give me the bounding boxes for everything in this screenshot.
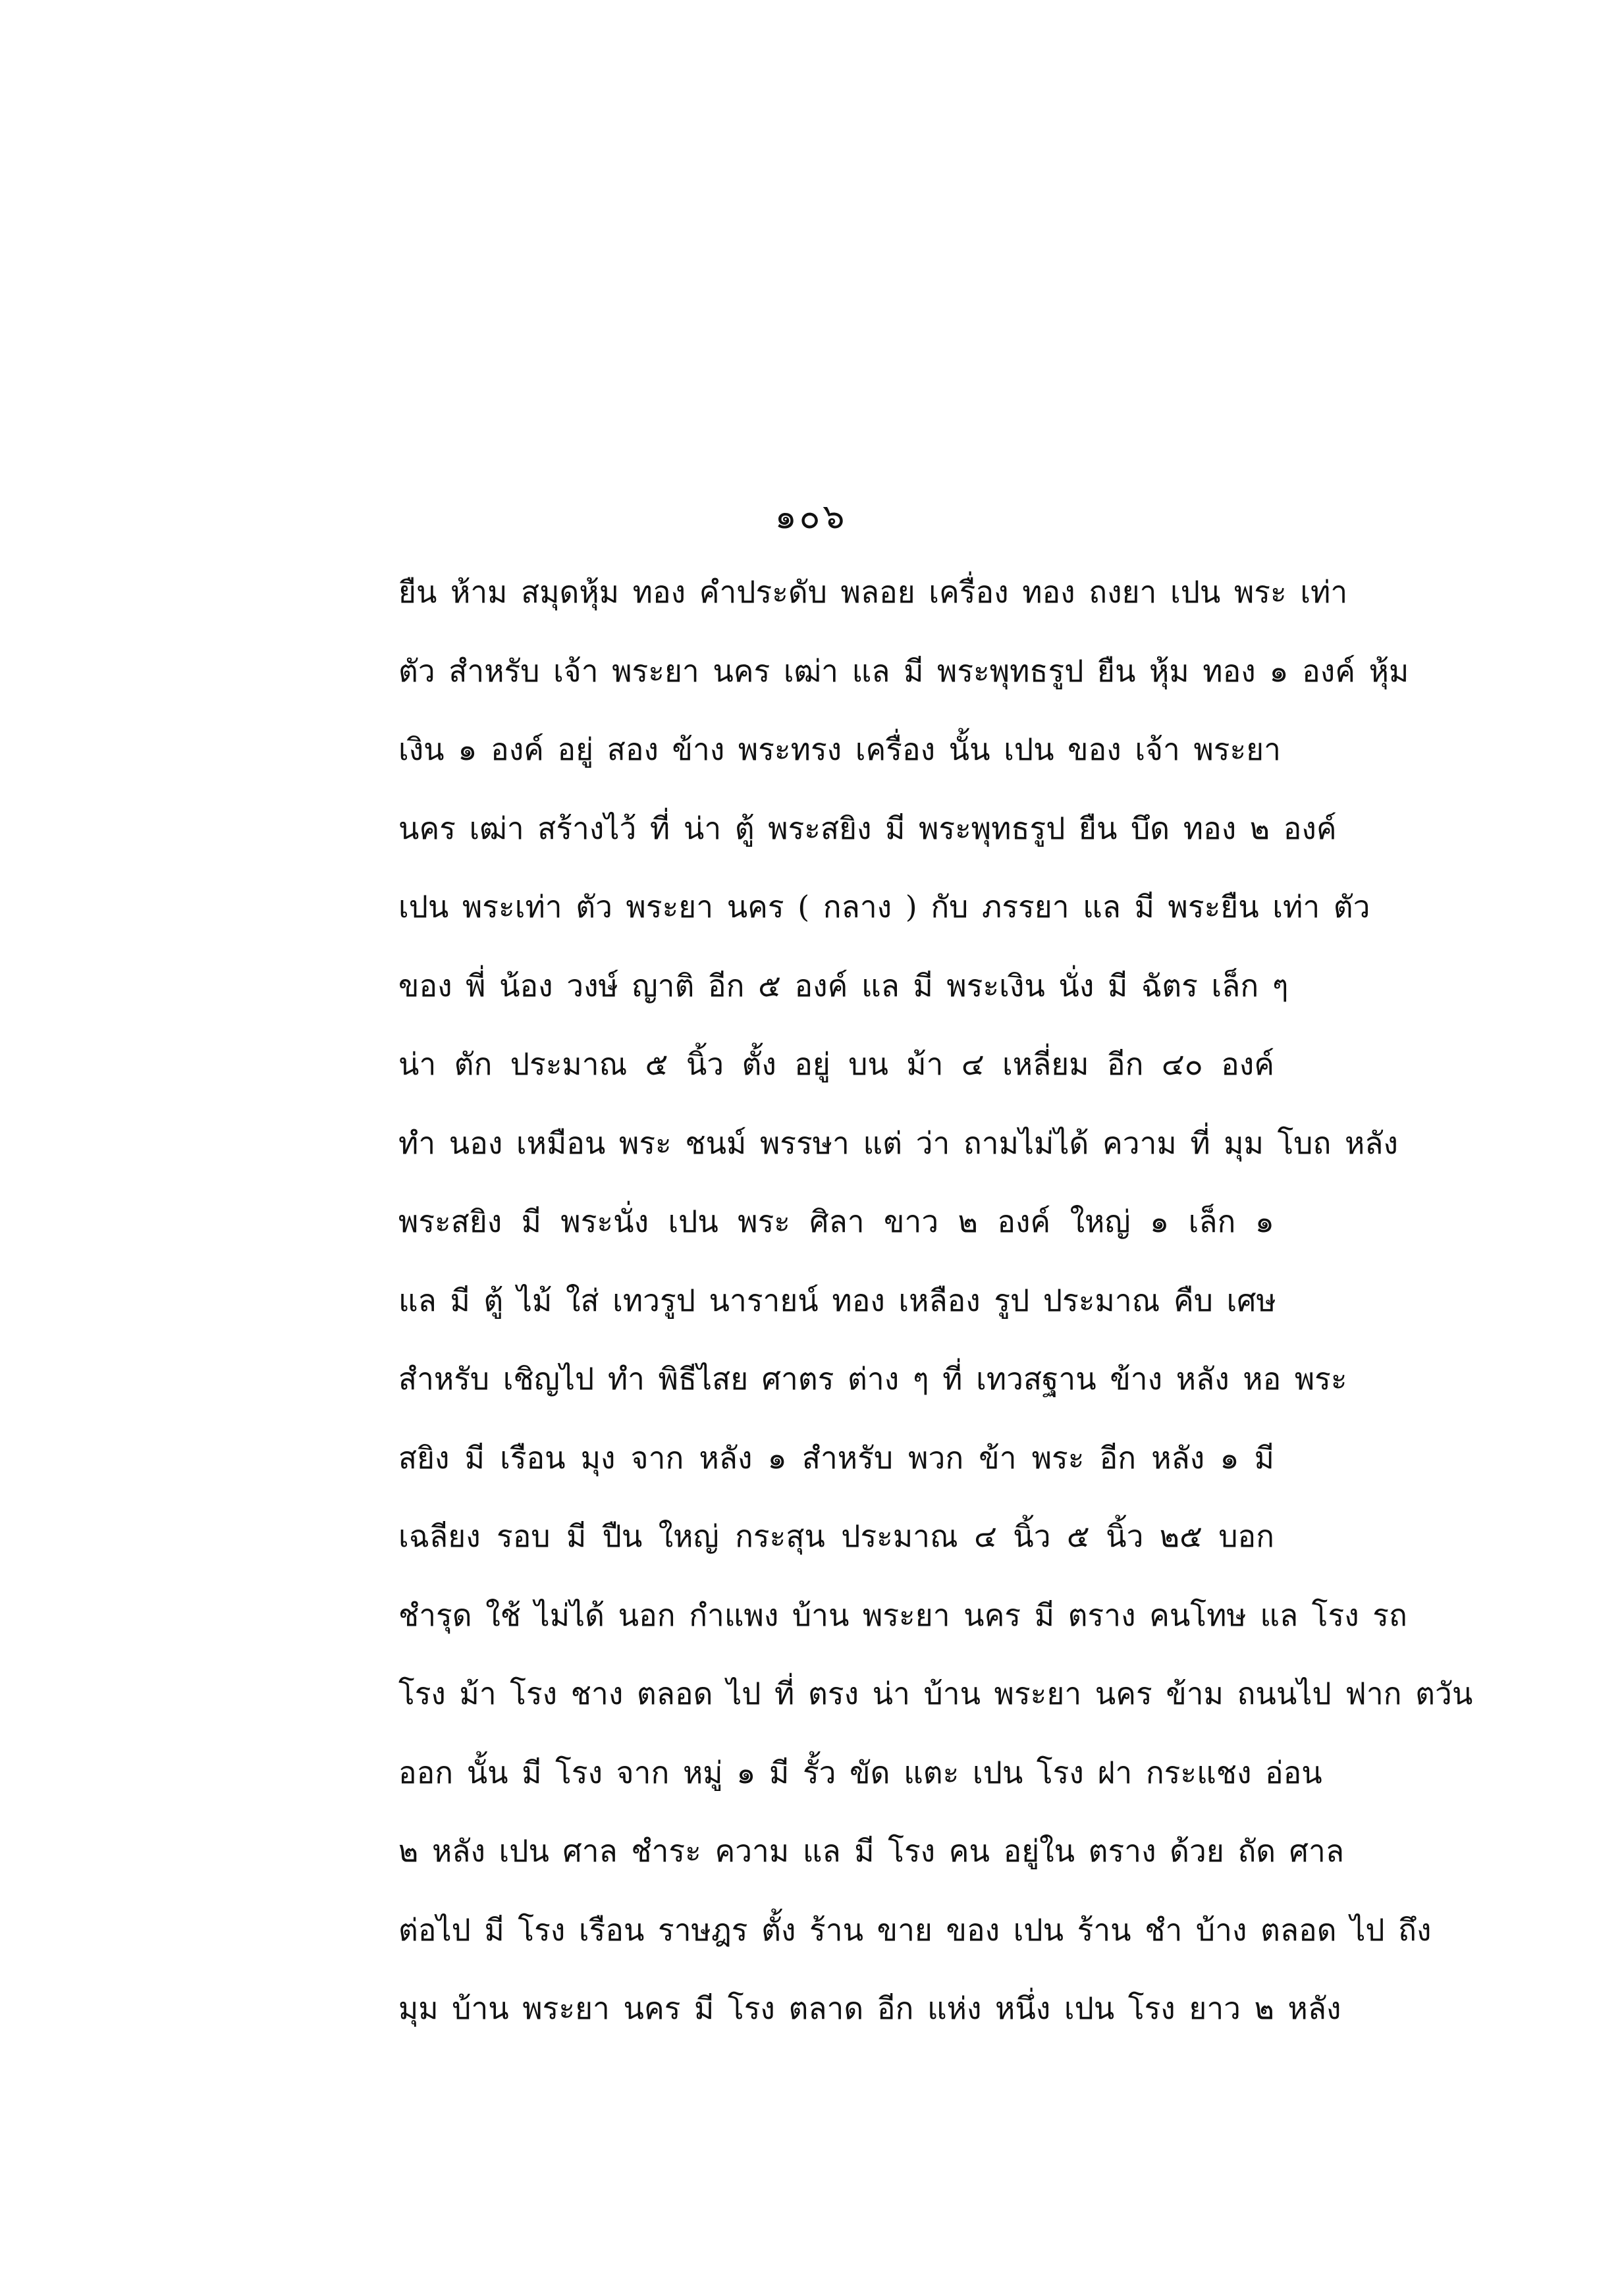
text-line: สยิง มี เรือน มุง จาก หลัง ๑ สำหรับ พวก ข้า พระ อีก หลัง ๑ มี [398, 1439, 1274, 1476]
text-line: ๒ หลัง เปน ศาล ชำระ ความ แล มี โรง คน อยู่ใน ตราง ด้วย ถัด ศาล [398, 1833, 1345, 1869]
text-line: เงิน ๑ องค์ อยู่ สอง ข้าง พระทรง เครื่อง นั้น เปน ของ เจ้า พระยา [398, 732, 1281, 767]
text-line: เปน พระเท่า ตัว พระยา นคร ( กลาง ) กับ ภรรยา แล มี พระยืน เท่า ตัว [398, 889, 1370, 924]
text-line: โรง ม้า โรง ชาง ตลอด ไป ที่ ตรง น่า บ้าน พระยา นคร ข้าม ถนนไป ฟาก ตวัน [398, 1676, 1473, 1711]
text-line: พระสยิง มี พระนั่ง เปน พระ ศิลา ขาว ๒ องค์ ใหญ่ ๑ เล็ก ๑ [398, 1204, 1274, 1239]
body-text [398, 553, 1473, 2048]
text-line: ตัว สำหรับ เจ้า พระยา นคร เฒ่า แล มี พระพุทธรูป ยืน หุ้ม ทอง ๑ องค์ หุ้ม [398, 653, 1409, 689]
text-line: น่า ตัก ประมาณ ๕ นิ้ว ตั้ง อยู่ บน ม้า ๔ เหลี่ยม อีก ๔๐ องค์ [398, 1046, 1274, 1082]
text-line: ชำรุด ใช้ ไม่ได้ นอก กำแพง บ้าน พระยา นคร มี ตราง คนโทษ แล โรง รถ [398, 1597, 1407, 1633]
text-line: ออก นั้น มี โรง จาก หมู่ ๑ มี รั้ว ขัด แตะ เปน โรง ฝา กระแชง อ่อน [398, 1754, 1322, 1790]
text-line: ทำ นอง เหมือน พระ ชนม์ พรรษา แต่ ว่า ถามไม่ได้ ความ ที่ มุม โบถ หลัง [398, 1125, 1398, 1161]
text-line: เฉลียง รอบ มี ปืน ใหญ่ กระสุน ประมาณ ๔ นิ้ว ๕ นิ้ว ๒๕ บอก [398, 1518, 1274, 1554]
text-line: ยืน ห้าม สมุดหุ้ม ทอง คำประดับ พลอย เครื่อง ทอง ถงยา เปน พระ เท่า [398, 574, 1348, 610]
text-line: นคร เฒ่า สร้างไว้ ที่ น่า ตู้ พระสยิง มี พระพุทธรูป ยืน บึด ทอง ๒ องค์ [398, 810, 1337, 846]
text-line: ของ พี่ น้อง วงษ์ ญาติ อีก ๕ องค์ แล มี พระเงิน นั่ง มี ฉัตร เล็ก ๆ [398, 967, 1289, 1003]
text-line: สำหรับ เชิญไป ทำ พิธีไสย ศาตร ต่าง ๆ ที่ เทวสฐาน ข้าง หลัง หอ พระ [398, 1361, 1347, 1397]
page-number: ๑๐๖ [774, 497, 848, 537]
text-line: แล มี ตู้ ไม้ ใส่ เทวรูป นารายน์ ทอง เหลือง รูป ประมาณ คืบ เศษ [398, 1282, 1276, 1318]
text-line: ต่อไป มี โรง เรือน ราษฎร ตั้ง ร้าน ขาย ของ เปน ร้าน ชำ บ้าง ตลอด ไป ถึง [398, 1911, 1432, 1948]
text-line: มุม บ้าน พระยา นคร มี โรง ตลาด อีก แห่ง หนึ่ง เปน โรง ยาว ๒ หลัง [398, 1990, 1341, 2026]
